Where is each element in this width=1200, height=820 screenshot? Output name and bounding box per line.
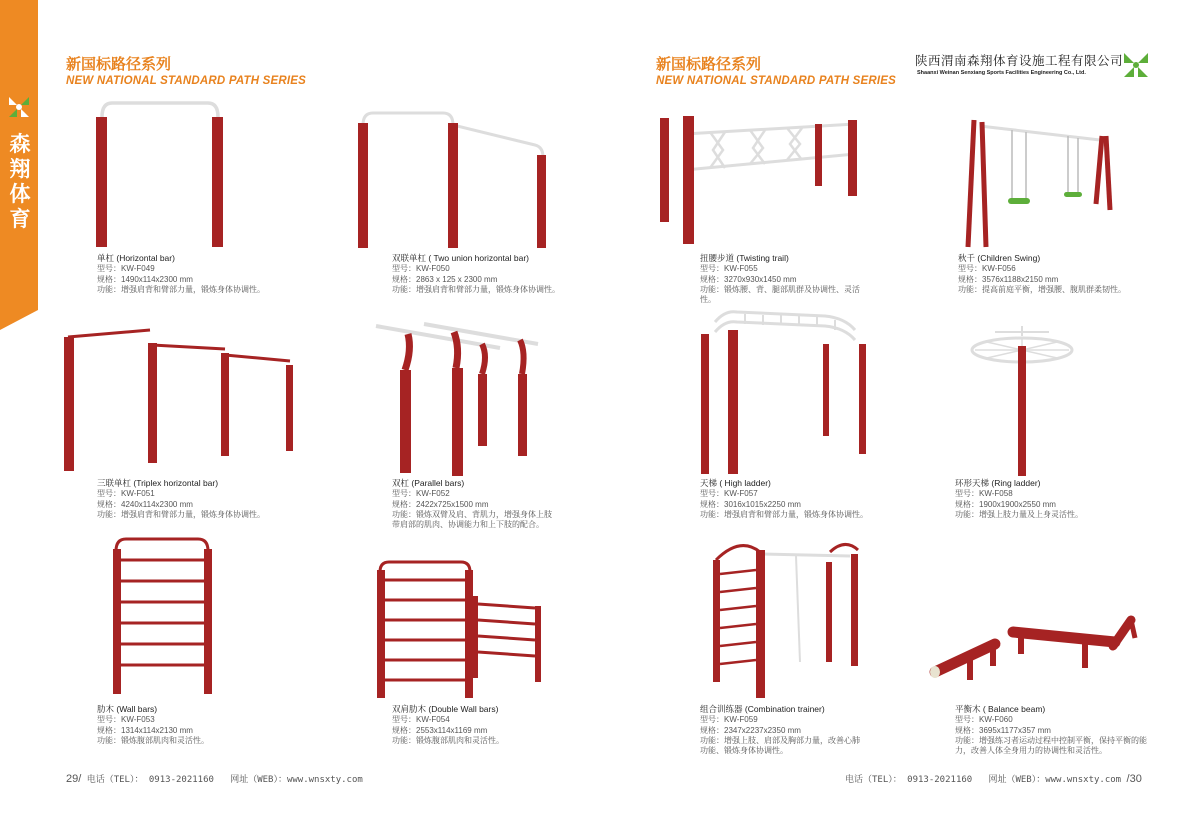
right-header-cn: 新国标路径系列 xyxy=(656,55,762,73)
product-function: 功能：锻炼双臂及肩、背肌力，增强身体上肢带肩部的肌肉、协调能力和上下肢的配合。 xyxy=(392,509,552,530)
product-model: 型号：KW-F049 xyxy=(97,264,155,274)
ring-ladder-image xyxy=(965,322,1080,478)
product-double-wall-bars xyxy=(392,704,582,746)
footer-tel: 电话（TEL）： 0913-2021160 xyxy=(86,775,214,785)
product-name: 双联单杠 ( Two union horizontal bar) xyxy=(392,253,529,263)
footer-web: 网址（WEB）：www.wnsxty.com xyxy=(230,775,363,785)
product-name: 秋千 (Children Swing) xyxy=(958,253,1041,263)
left-header-en: NEW NATIONAL STANDARD PATH SERIES xyxy=(66,75,307,87)
product-function: 功能：锻炼腰、背、腿部肌群及协调性、灵活性。 xyxy=(700,284,860,305)
product-balance-beam xyxy=(955,704,1150,756)
product-spec: 规格：1314x114x2130 mm xyxy=(97,725,193,735)
product-model: 型号：KW-F056 xyxy=(958,264,1016,274)
product-spec: 规格：3576x1188x2150 mm xyxy=(958,274,1059,284)
footer-web: 网址（WEB）：www.wnsxty.com xyxy=(988,775,1122,785)
product-model: 型号：KW-F060 xyxy=(955,715,1013,725)
product-model: 型号：KW-F055 xyxy=(700,264,758,274)
product-function: 功能：增强肩背和臂部力量，锻炼身体协调性。 xyxy=(97,509,265,519)
product-function: 功能：增强练习者运动过程中控制平衡，保持平衡的能力，改善人体全身用力的协调性和灵活性。 xyxy=(955,735,1147,756)
wall-bars-image xyxy=(110,535,215,695)
parallel-bars-image xyxy=(370,320,550,478)
product-model: 型号：KW-F052 xyxy=(392,489,450,499)
product-combination-trainer xyxy=(700,704,860,756)
left-footer xyxy=(66,772,363,785)
right-header-en: NEW NATIONAL STANDARD PATH SERIES xyxy=(656,75,897,87)
side-brand-text: 森 翔 体 育 xyxy=(9,132,31,231)
combination-trainer-image xyxy=(710,532,860,700)
product-model: 型号：KW-F051 xyxy=(97,489,155,499)
two-union-bar-image xyxy=(355,105,555,250)
product-function: 功能：增强肩背和臂部力量，锻炼身体协调性。 xyxy=(700,509,868,519)
product-parallel-bars xyxy=(392,478,552,530)
product-horizontal-bar xyxy=(97,253,287,295)
left-header-cn: 新国标路径系列 xyxy=(66,55,172,73)
product-spec: 规格：3270x930x1450 mm xyxy=(700,274,797,284)
product-wall-bars xyxy=(97,704,287,746)
product-spec: 规格：3016x1015x2250 mm xyxy=(700,499,801,509)
product-model: 型号：KW-F050 xyxy=(392,264,450,274)
company-logo-icon xyxy=(1122,51,1150,79)
triplex-bar-image xyxy=(60,325,300,475)
company-name-en: Shaanxi Weinan Senxiang Sports Facilities Engineering Co., Ltd. xyxy=(917,70,1086,76)
product-name: 扭腰步道 (Twisting trail) xyxy=(700,253,789,263)
product-name: 环形天梯 (Ring ladder) xyxy=(955,478,1041,488)
product-model: 型号：KW-F058 xyxy=(955,489,1013,499)
product-triplex-bar xyxy=(97,478,287,520)
product-function: 功能：增强上肢、肩部及胸部力量，改善心肺功能、锻炼身体协调性。 xyxy=(700,735,860,756)
product-function: 功能：提高前庭平衡，增强腰、腹肌群柔韧性。 xyxy=(958,284,1126,294)
product-model: 型号：KW-F053 xyxy=(97,715,155,725)
product-spec: 规格：4240x114x2300 mm xyxy=(97,499,193,509)
product-spec: 规格：1490x114x2300 mm xyxy=(97,274,193,284)
product-name: 三联单杠 (Triplex horizontal bar) xyxy=(97,478,219,488)
product-name: 平衡木 ( Balance beam) xyxy=(955,704,1046,714)
product-spec: 规格：3695x1177x357 mm xyxy=(955,725,1051,735)
company-name-cn: 陕西渭南森翔体育设施工程有限公司 xyxy=(915,53,1124,68)
balance-beam-image xyxy=(925,610,1145,685)
product-model: 型号：KW-F054 xyxy=(392,715,450,725)
product-function: 功能：锻炼腹部肌肉和灵活性。 xyxy=(392,735,504,745)
product-model: 型号：KW-F059 xyxy=(700,715,758,725)
product-name: 双肩肋木 (Double Wall bars) xyxy=(392,704,499,714)
product-ring-ladder xyxy=(955,478,1145,520)
right-page-number: /30 xyxy=(1126,773,1142,785)
brand-logo-icon xyxy=(6,94,32,120)
swing-image xyxy=(960,112,1120,252)
product-name: 单杠 (Horizontal bar) xyxy=(97,253,175,263)
high-ladder-image xyxy=(695,308,875,478)
footer-tel: 电话（TEL）： 0913-2021160 xyxy=(845,775,973,785)
horizontal-bar-image xyxy=(80,95,240,250)
product-spec: 规格：2553x114x1169 mm xyxy=(392,725,488,735)
product-spec: 规格：2422x725x1500 mm xyxy=(392,499,489,509)
product-swing xyxy=(958,253,1148,295)
product-name: 肋木 (Wall bars) xyxy=(97,704,158,714)
left-page-number: 29/ xyxy=(66,773,82,785)
product-twisting-trail xyxy=(700,253,865,305)
product-two-union-bar xyxy=(392,253,582,295)
product-spec: 规格：2347x2237x2350 mm xyxy=(700,725,801,735)
product-model: 型号：KW-F057 xyxy=(700,489,758,499)
product-function: 功能：锻炼腹部肌肉和灵活性。 xyxy=(97,735,209,745)
product-name: 双杠 (Parallel bars) xyxy=(392,478,465,488)
product-name: 天梯 ( High ladder) xyxy=(700,478,771,488)
double-wall-bars-image xyxy=(375,558,545,700)
twisting-trail-image xyxy=(655,110,860,250)
product-spec: 规格：1900x1900x2550 mm xyxy=(955,499,1056,509)
product-spec: 规格：2863 x 125 x 2300 mm xyxy=(392,274,498,284)
product-function: 功能：增强肩背和臂部力量，锻炼身体协调性。 xyxy=(392,284,560,294)
product-function: 功能：增强肩背和臂部力量，锻炼身体协调性。 xyxy=(97,284,265,294)
product-high-ladder xyxy=(700,478,890,520)
product-name: 组合训练器 (Combination trainer) xyxy=(700,704,825,714)
product-function: 功能：增强上肢力量及上身灵活性。 xyxy=(955,509,1083,519)
right-footer xyxy=(845,772,1142,785)
